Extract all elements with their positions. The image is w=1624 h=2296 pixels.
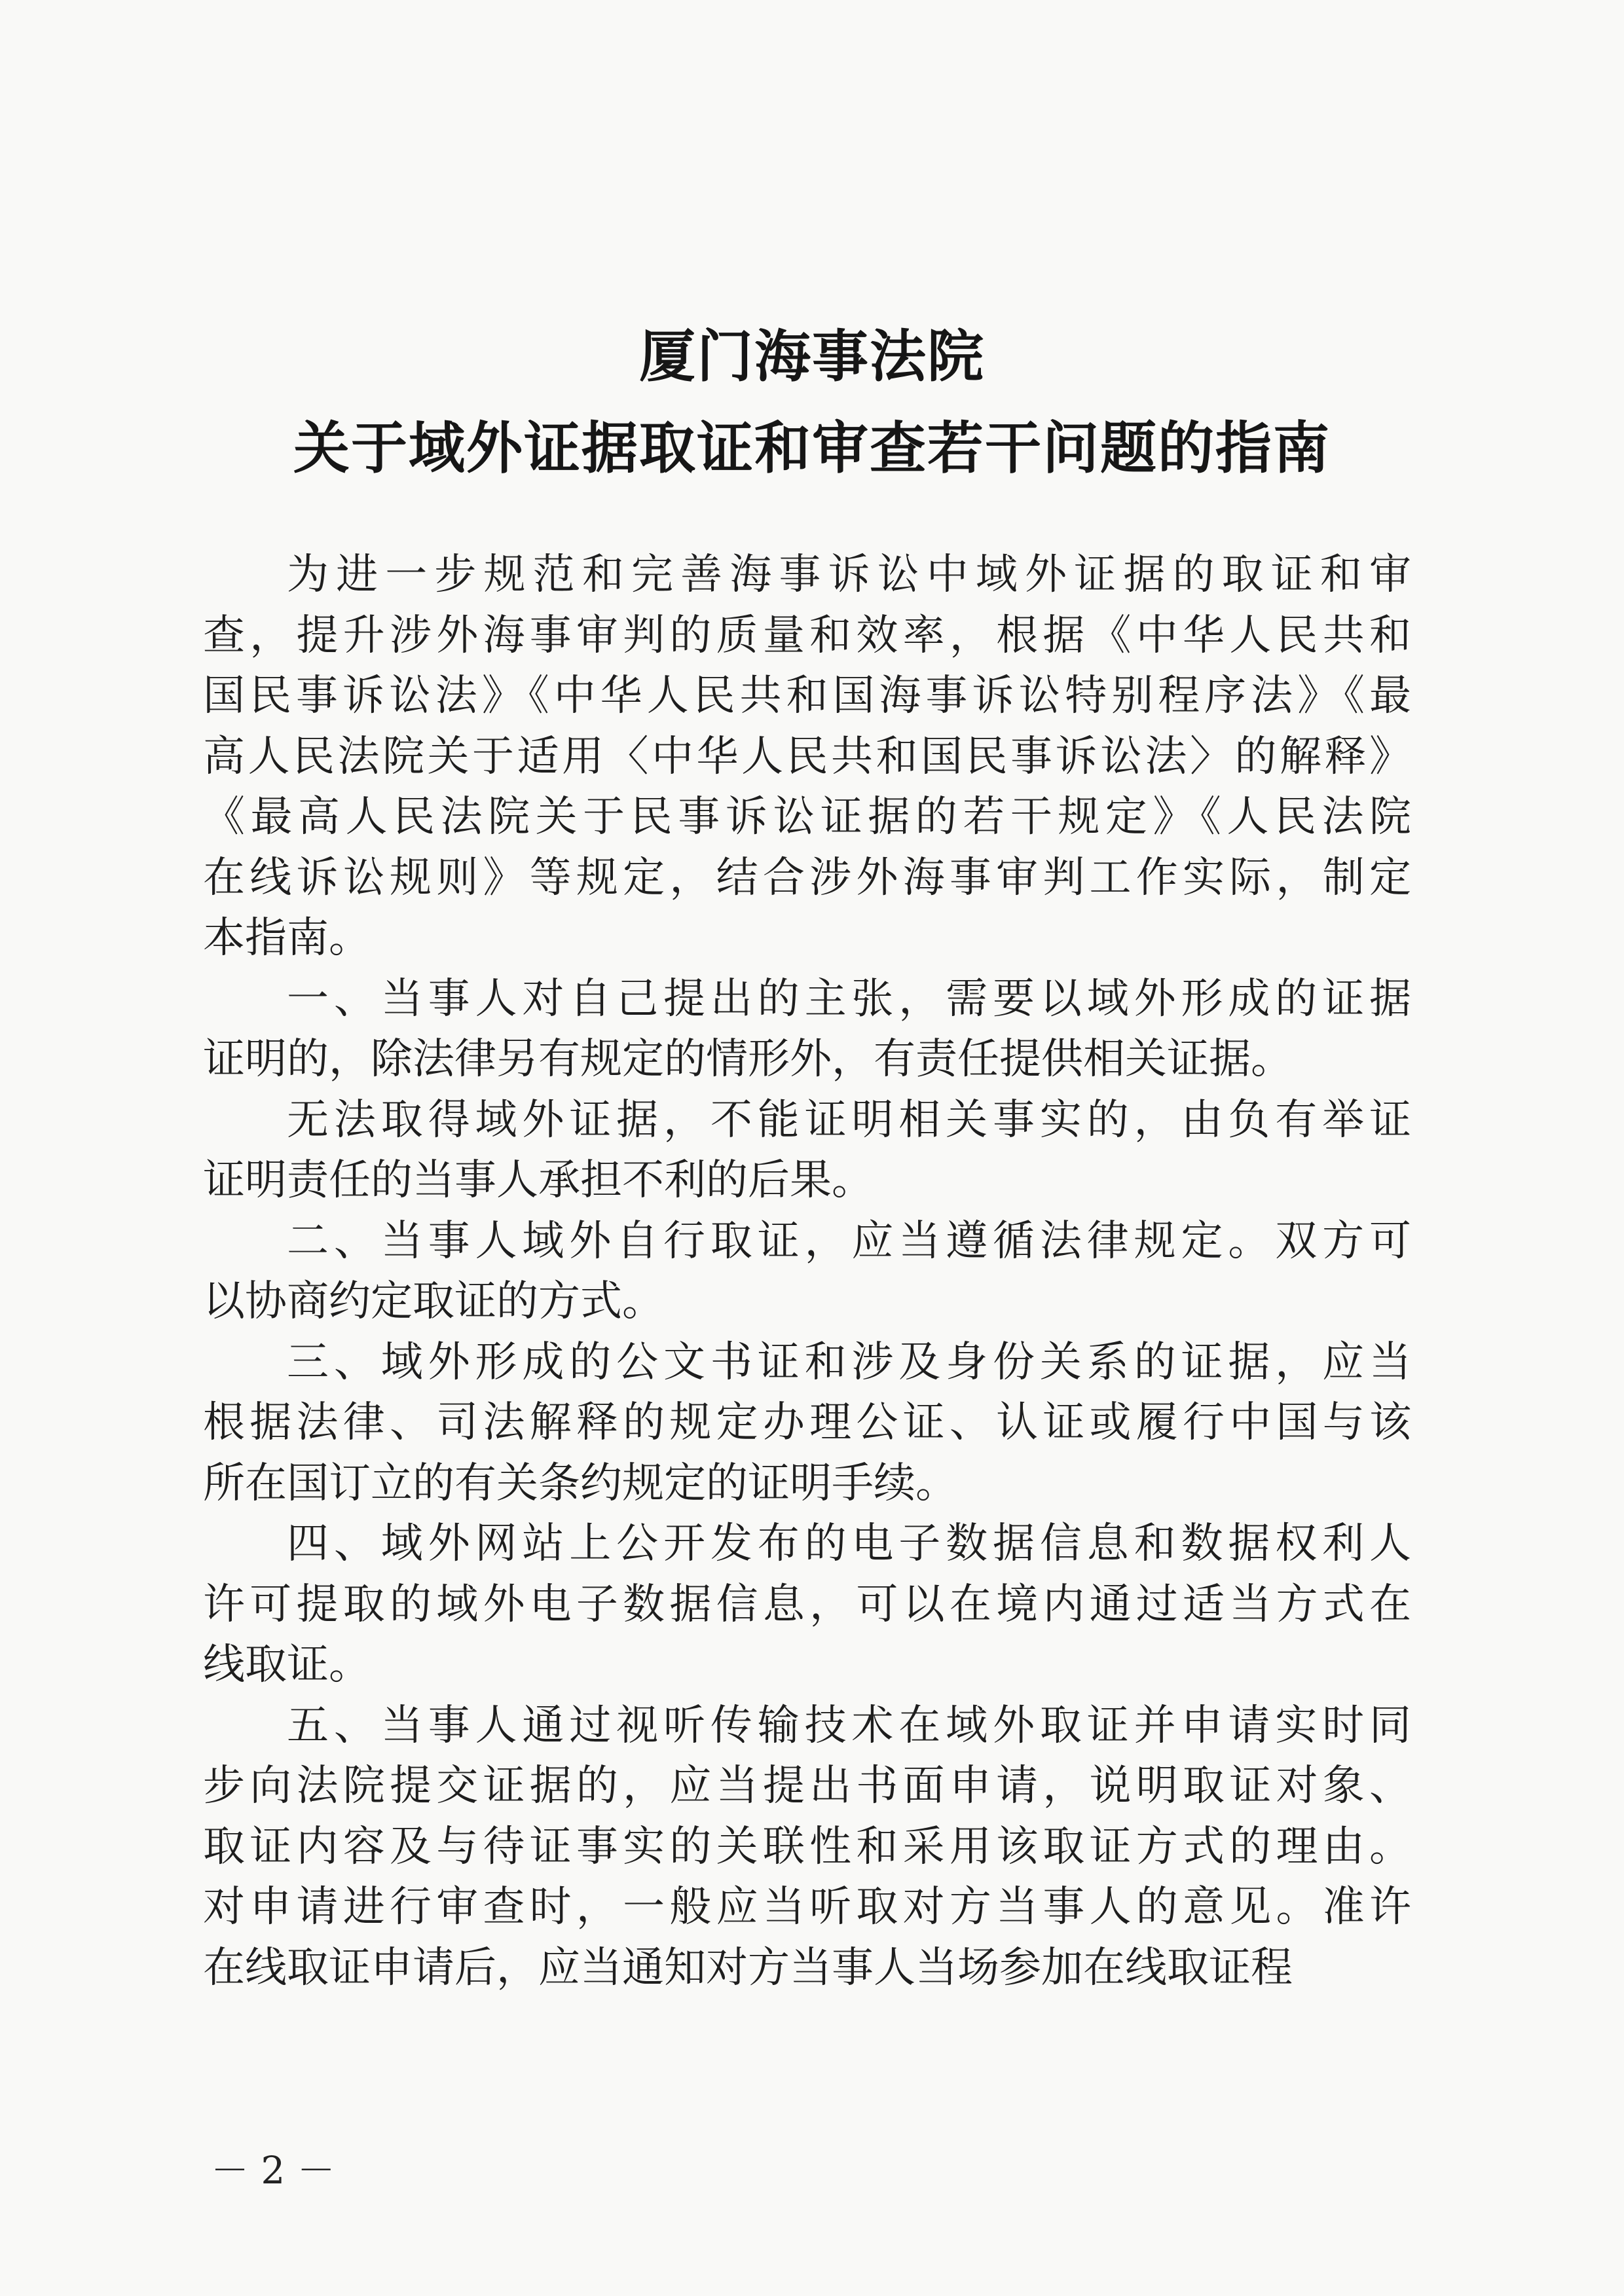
paragraph-line: 线取证。 — [203, 1641, 371, 1689]
paragraph-line: 根据法律、司法解释的规定办理公证、认证或履行中国与该 — [203, 1398, 1411, 1447]
paragraph-line: 查，提升涉外海事审判的质量和效率，根据《中华人民共和 — [203, 611, 1411, 660]
paragraph-line: 四、域外网站上公开发布的电子数据信息和数据权利人 — [287, 1520, 1411, 1568]
paragraph-line: 本指南。 — [203, 914, 371, 962]
paragraph-line: 二、当事人域外自行取证，应当遵循法律规定。双方可 — [287, 1216, 1411, 1266]
paragraph-line: 对申请进行审查时，一般应当听取对方当事人的意见。准许 — [203, 1883, 1411, 1931]
document-subtitle: 关于域外证据取证和审查若干问题的指南 — [293, 416, 1331, 481]
paragraph-line: 三、域外形成的公文书证和涉及身份关系的证据，应当 — [287, 1338, 1411, 1387]
paragraph-line: 在线取证申请后，应当通知对方当事人当场参加在线取证程 — [203, 1943, 1293, 1992]
paragraph-line: 高人民法院关于适用〈中华人民共和国民事诉讼法〉的解释》 — [203, 732, 1411, 781]
document-title: 厦门海事法院 — [639, 324, 985, 390]
paragraph-line: 无法取得域外证据，不能证明相关事实的，由负有举证 — [287, 1095, 1411, 1144]
paragraph-line: 证明责任的当事人承担不利的后果。 — [203, 1156, 874, 1205]
paragraph-line: 《最高人民法院关于民事诉讼证据的若干规定》《人民法院 — [203, 793, 1411, 841]
paragraph-line: 以协商约定取证的方式。 — [203, 1277, 664, 1326]
paragraph-line: 在线诉讼规则》等规定，结合涉外海事审判工作实际，制定 — [203, 853, 1411, 902]
paragraph-line: 国民事诉讼法》《中华人民共和国海事诉讼特别程序法》《最 — [203, 672, 1411, 720]
paragraph-line: 许可提取的域外电子数据信息，可以在境内通过适当方式在 — [203, 1580, 1411, 1629]
paragraph-line: 五、当事人通过视听传输技术在域外取证并申请实时同 — [287, 1701, 1411, 1750]
paragraph-line: 所在国订立的有关条约规定的证明手续。 — [203, 1459, 957, 1508]
paragraph-line: 一、当事人对自己提出的主张，需要以域外形成的证据 — [287, 974, 1411, 1023]
paragraph-line: 取证内容及与待证事实的关联性和采用该取证方式的理由。 — [203, 1822, 1411, 1871]
paragraph-line: 步向法院提交证据的，应当提出书面申请，说明取证对象、 — [203, 1762, 1411, 1810]
paragraph-line: 证明的，除法律另有规定的情形外，有责任提供相关证据。 — [203, 1035, 1293, 1084]
paragraph-line: 为进一步规范和完善海事诉讼中域外证据的取证和审 — [287, 551, 1411, 599]
page-number: － 2 － — [211, 2148, 335, 2193]
